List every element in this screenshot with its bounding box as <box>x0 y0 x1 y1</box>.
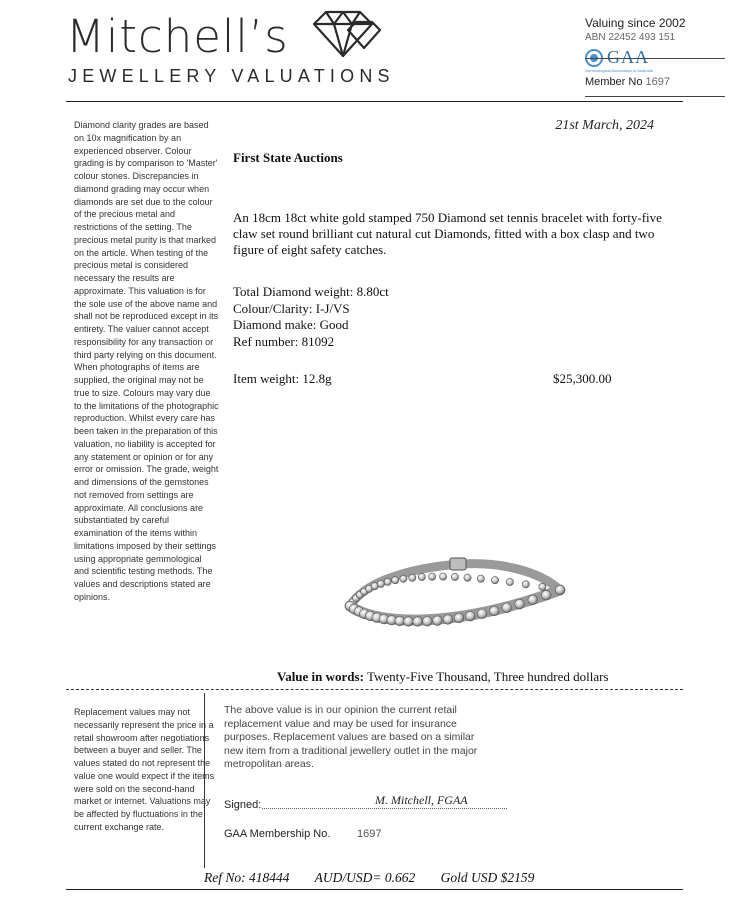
bracelet-stone <box>423 617 433 627</box>
bracelet-stone <box>477 609 487 619</box>
column-divider <box>204 693 205 868</box>
bracelet-photo <box>338 556 570 638</box>
gaa-tagline: Gemmological Association of Australia <box>585 68 653 73</box>
bracelet-stone <box>515 599 525 609</box>
bracelet-stone <box>418 573 425 580</box>
item-description: An 18cm 18ct white gold stamped 750 Diamond set tennis bracelet with forty-five claw set round brilliant cut natural cut Diamonds, fitted with a box clasp and two figure of eight safety catches. <box>233 210 662 257</box>
signed-label: Signed: <box>224 799 262 811</box>
bracelet-stone <box>502 603 512 613</box>
brand-subtitle: JEWELLERY VALUATIONS <box>68 66 395 86</box>
recipient-name: First State Auctions <box>233 150 343 165</box>
bracelet-stone <box>400 575 407 582</box>
bracelet-stone <box>555 585 565 595</box>
footer-info <box>204 870 556 886</box>
bracelet-stone <box>477 575 484 582</box>
bracelet-stone <box>433 616 443 626</box>
bracelet-stone <box>466 611 476 621</box>
top-rule <box>66 101 683 102</box>
valuation-statement: The above value is in our opinion the current retail replacement value and may be used for insurance purposes. Replacement values are based on a similar new item from a traditional jewellery outlet in the major metropolitan areas. <box>224 704 478 770</box>
bracelet-stone <box>506 578 513 585</box>
member-number <box>585 76 725 88</box>
footer-exchange-rate: AUD/USD= 0.662 <box>314 870 416 885</box>
total-diamond-weight: Total Diamond weight: 8.80ct <box>233 284 389 299</box>
signature-line <box>262 808 507 809</box>
bracelet-stone <box>528 595 538 605</box>
bracelet-stone <box>464 574 471 581</box>
disclaimer-text: Diamond clarity grades are based on 10x magnification by an experienced observer. Colour grading is by comparison to 'Master' colour stones. Discrepancies in diamond grading may occur when diamonds are set due to the colour of the precious metal and restrictions of the setting. The precious metal purity is that marked on the article. When testing of the precious metal is considered necessary the results are approximate. This valuation is for the sole use of the above name and shall not be reproduced except in its entirety. The valuer cannot accept responsibility for any transaction or third party relying on this document. When photographs of items are supplied, the original may not be true to size. Colours may vary due to the limitations of the photographic reproduction. Whilst every care has been taken in the preparation of this valuation, no liability is accepted for any statement or opinion or for any error or omission. The grade, weight and dimensions of the gemstones not removed from settings are approximate. All conclusions are substantiated by careful examination of the items within limitations imposed by their settings using appropriate gemmological and scientific testing methods. The values and descriptions stated are opinions. <box>74 120 219 602</box>
header-credentials <box>585 16 725 88</box>
gaa-membership-number: 1697 <box>357 828 382 840</box>
bracelet-stone <box>395 616 405 626</box>
signature-name: M. Mitchell, FGAA <box>375 793 468 807</box>
footer-ref: Ref No: 418444 <box>204 870 290 885</box>
diamond-logo-icon <box>312 8 382 60</box>
bracelet-stone <box>443 615 453 625</box>
colour-clarity: Colour/Clarity: I-J/VS <box>233 300 350 316</box>
bracelet-stone <box>539 583 546 590</box>
value-in-words-text: Twenty-Five Thousand, Three hundred dollars <box>366 669 609 684</box>
bracelet-stone <box>454 613 464 623</box>
valuation-date: 21st March, 2024 <box>555 118 654 133</box>
bottom-rule <box>66 889 683 890</box>
bracelet-stone <box>440 573 447 580</box>
bracelet-stone <box>491 577 498 584</box>
abn-number: ABN 22452 493 151 <box>585 32 676 43</box>
item-weight: Item weight: 12.8g <box>233 371 332 386</box>
gaa-membership-label: GAA Membership No. <box>224 828 331 840</box>
valuation-price: $25,300.00 <box>553 371 612 386</box>
bracelet-stone <box>392 577 399 584</box>
gaa-label: GAA <box>607 47 649 67</box>
value-in-words-label: Value in words: <box>277 669 364 684</box>
bracelet-stone <box>384 578 391 585</box>
bracelet-stone <box>541 590 551 600</box>
header-divider <box>585 96 725 97</box>
ref-number: Ref number: 81092 <box>233 333 335 349</box>
valuing-since: Valuing since 2002 <box>585 16 686 30</box>
replacement-note: Replacement values may not necessarily represent the price in a retail showroom after negotiations between a buyer and seller. The values stated do not represent the value one would expect if the items were sold on the second-hand market or internet. Valuations may be affected by fluctuations in the current exchange rate. <box>74 707 215 832</box>
bracelet-stone <box>429 573 436 580</box>
header-divider <box>585 58 725 59</box>
bracelet-stone <box>413 617 423 627</box>
footer-gold-price: Gold USD $2159 <box>440 870 535 885</box>
bracelet-stone <box>489 606 499 616</box>
brand-name: Mitchell’s <box>66 10 289 63</box>
dashed-divider <box>66 689 683 690</box>
diamond-make: Diamond make: Good <box>233 317 349 332</box>
diamond-details <box>233 284 389 350</box>
bracelet-stone <box>377 580 384 587</box>
bracelet-stone <box>404 617 414 627</box>
bracelet-stone <box>409 574 416 581</box>
member-label: Member No <box>585 76 643 88</box>
bracelet-stone <box>451 573 458 580</box>
member-value: 1697 <box>645 76 671 88</box>
value-in-words <box>277 669 609 685</box>
bracelet-stone <box>522 581 529 588</box>
